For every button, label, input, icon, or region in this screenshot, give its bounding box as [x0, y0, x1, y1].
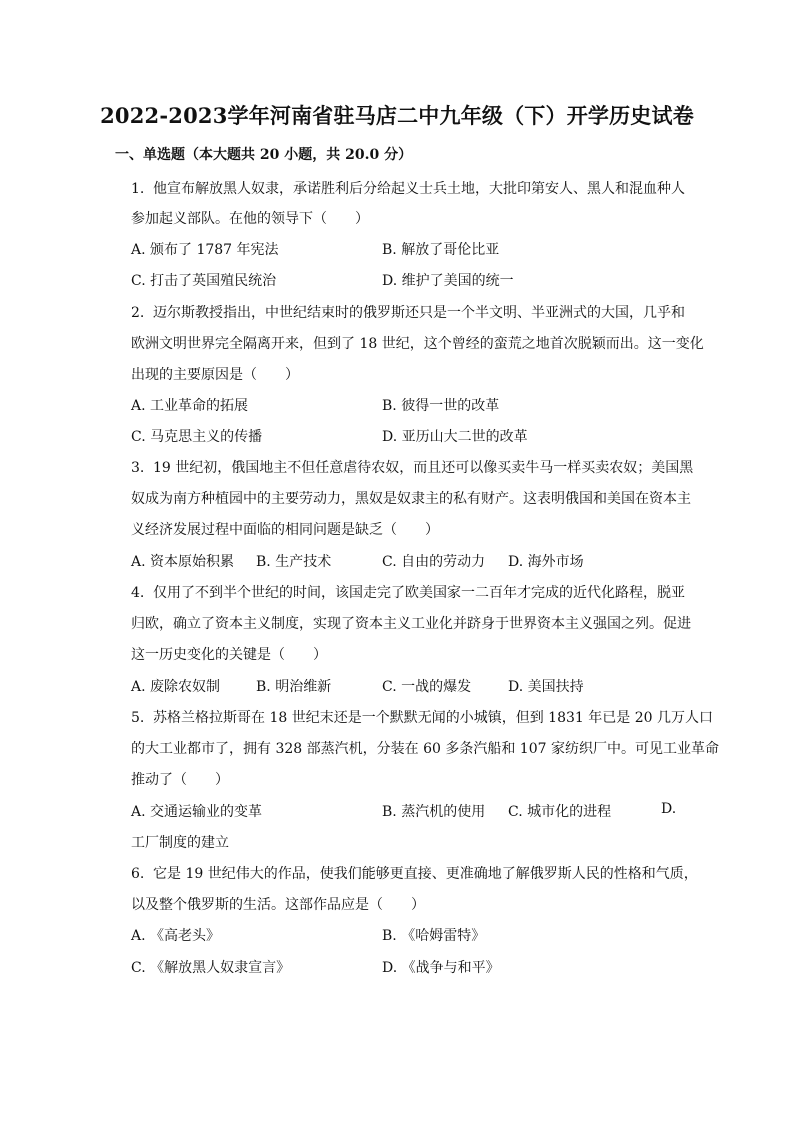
question-4-option-d: D. 美国扶持: [508, 679, 584, 695]
question-4-option-a: A. 废除农奴制: [131, 679, 221, 695]
question-1-line-2: 参加起义部队。在他的领导下（ ）: [131, 211, 369, 227]
question-6-option-b: B. 《哈姆雷特》: [382, 928, 486, 944]
question-number: 5.: [131, 710, 145, 726]
question-4-line-2: 归欧，确立了资本主义制度，实现了资本主义工业化并跻身于世界资本主义强国之列。促进: [131, 616, 691, 632]
question-4-option-c: C. 一战的爆发: [382, 679, 472, 695]
question-5-line-2: 的大工业都市了，拥有 328 部蒸汽机，分装在 60 多条汽船和 107 家纺织厂中。可见工业革命: [131, 741, 719, 757]
question-number: 2.: [131, 305, 145, 321]
section-heading: 一、单选题（本大题共 20 小题，共 20.0 分）: [115, 147, 413, 163]
question-2-line-1: 2. 迈尔斯教授指出，中世纪结束时的俄罗斯还只是一个半文明、半亚洲式的大国，几乎和: [131, 305, 685, 321]
question-3-line-3: 义经济发展过程中面临的相同问题是缺乏（ ）: [131, 522, 439, 538]
question-5-option-b: B. 蒸汽机的使用: [382, 804, 486, 820]
question-6-option-d: D. 《战争与和平》: [382, 960, 500, 976]
question-5-option-c: C. 城市化的进程: [508, 804, 612, 820]
question-1-option-a: A. 颁布了 1787 年宪法: [131, 242, 279, 258]
question-3-option-b: B. 生产技术: [256, 554, 332, 570]
question-5-option-a: A. 交通运输业的变革: [131, 804, 263, 820]
question-6-option-c: C. 《解放黑人奴隶宣言》: [131, 960, 291, 976]
question-3-option-a: A. 资本原始积累: [131, 554, 235, 570]
question-1-option-c: C. 打击了英国殖民统治: [131, 273, 277, 289]
question-3-line-1: 3. 19 世纪初，俄国地主不但任意虐待农奴，而且还可以像买卖牛马一样买卖农奴；美国黑: [131, 460, 694, 476]
question-1-line-1: 1. 他宣布解放黑人奴隶，承诺胜利后分给起义士兵土地，大批印第安人、黑人和混血种人: [131, 181, 685, 197]
question-number: 6.: [131, 866, 145, 882]
question-2-option-a: A. 工业革命的拓展: [131, 398, 249, 414]
question-number: 3.: [131, 460, 145, 476]
question-6-line-2: 以及整个俄罗斯的生活。这部作品应是（ ）: [131, 897, 425, 913]
question-6-option-a: A. 《高老头》: [131, 928, 221, 944]
question-2-option-b: B. 彼得一世的改革: [382, 398, 500, 414]
question-6-line-1: 6. 它是 19 世纪伟大的作品，使我们能够更直接、更准确地了解俄罗斯人民的性格和气质，: [131, 866, 698, 882]
question-2-line-2: 欧洲文明世界完全隔离开来，但到了 18 世纪，这个曾经的蛮荒之地首次脱颖而出。这一变化: [131, 336, 704, 352]
question-4-option-b: B. 明治维新: [256, 679, 332, 695]
question-2-option-c: C. 马克思主义的传播: [131, 429, 263, 445]
question-3-option-d: D. 海外市场: [508, 554, 584, 570]
question-1-option-d: D. 维护了美国的统一: [382, 273, 514, 289]
question-number: 4.: [131, 585, 145, 601]
question-5-line-3: 推动了（ ）: [131, 772, 229, 788]
question-4-line-1: 4. 仅用了不到半个世纪的时间，该国走完了欧美国家一二百年才完成的近代化路程，脱亚: [131, 585, 685, 601]
question-5-option-d-label: D.: [661, 801, 677, 817]
question-5-line-1: 5. 苏格兰格拉斯哥在 18 世纪末还是一个默默无闻的小城镇，但到 1831 年已是 20 几万人口: [131, 710, 713, 726]
question-5-option-d-text: 工厂制度的建立: [131, 835, 229, 851]
question-2-line-3: 出现的主要原因是（ ）: [131, 367, 299, 383]
question-number: 1.: [131, 181, 145, 197]
question-4-line-3: 这一历史变化的关键是（ ）: [131, 647, 327, 663]
question-3-line-2: 奴成为南方种植园中的主要劳动力，黑奴是奴隶主的私有财产。这表明俄国和美国在资本主: [131, 491, 691, 507]
exam-title: 2022-2023学年河南省驻马店二中九年级（下）开学历史试卷: [100, 103, 694, 128]
question-1-option-b: B. 解放了哥伦比亚: [382, 242, 500, 258]
question-2-option-d: D. 亚历山大二世的改革: [382, 429, 528, 445]
question-3-option-c: C. 自由的劳动力: [382, 554, 486, 570]
